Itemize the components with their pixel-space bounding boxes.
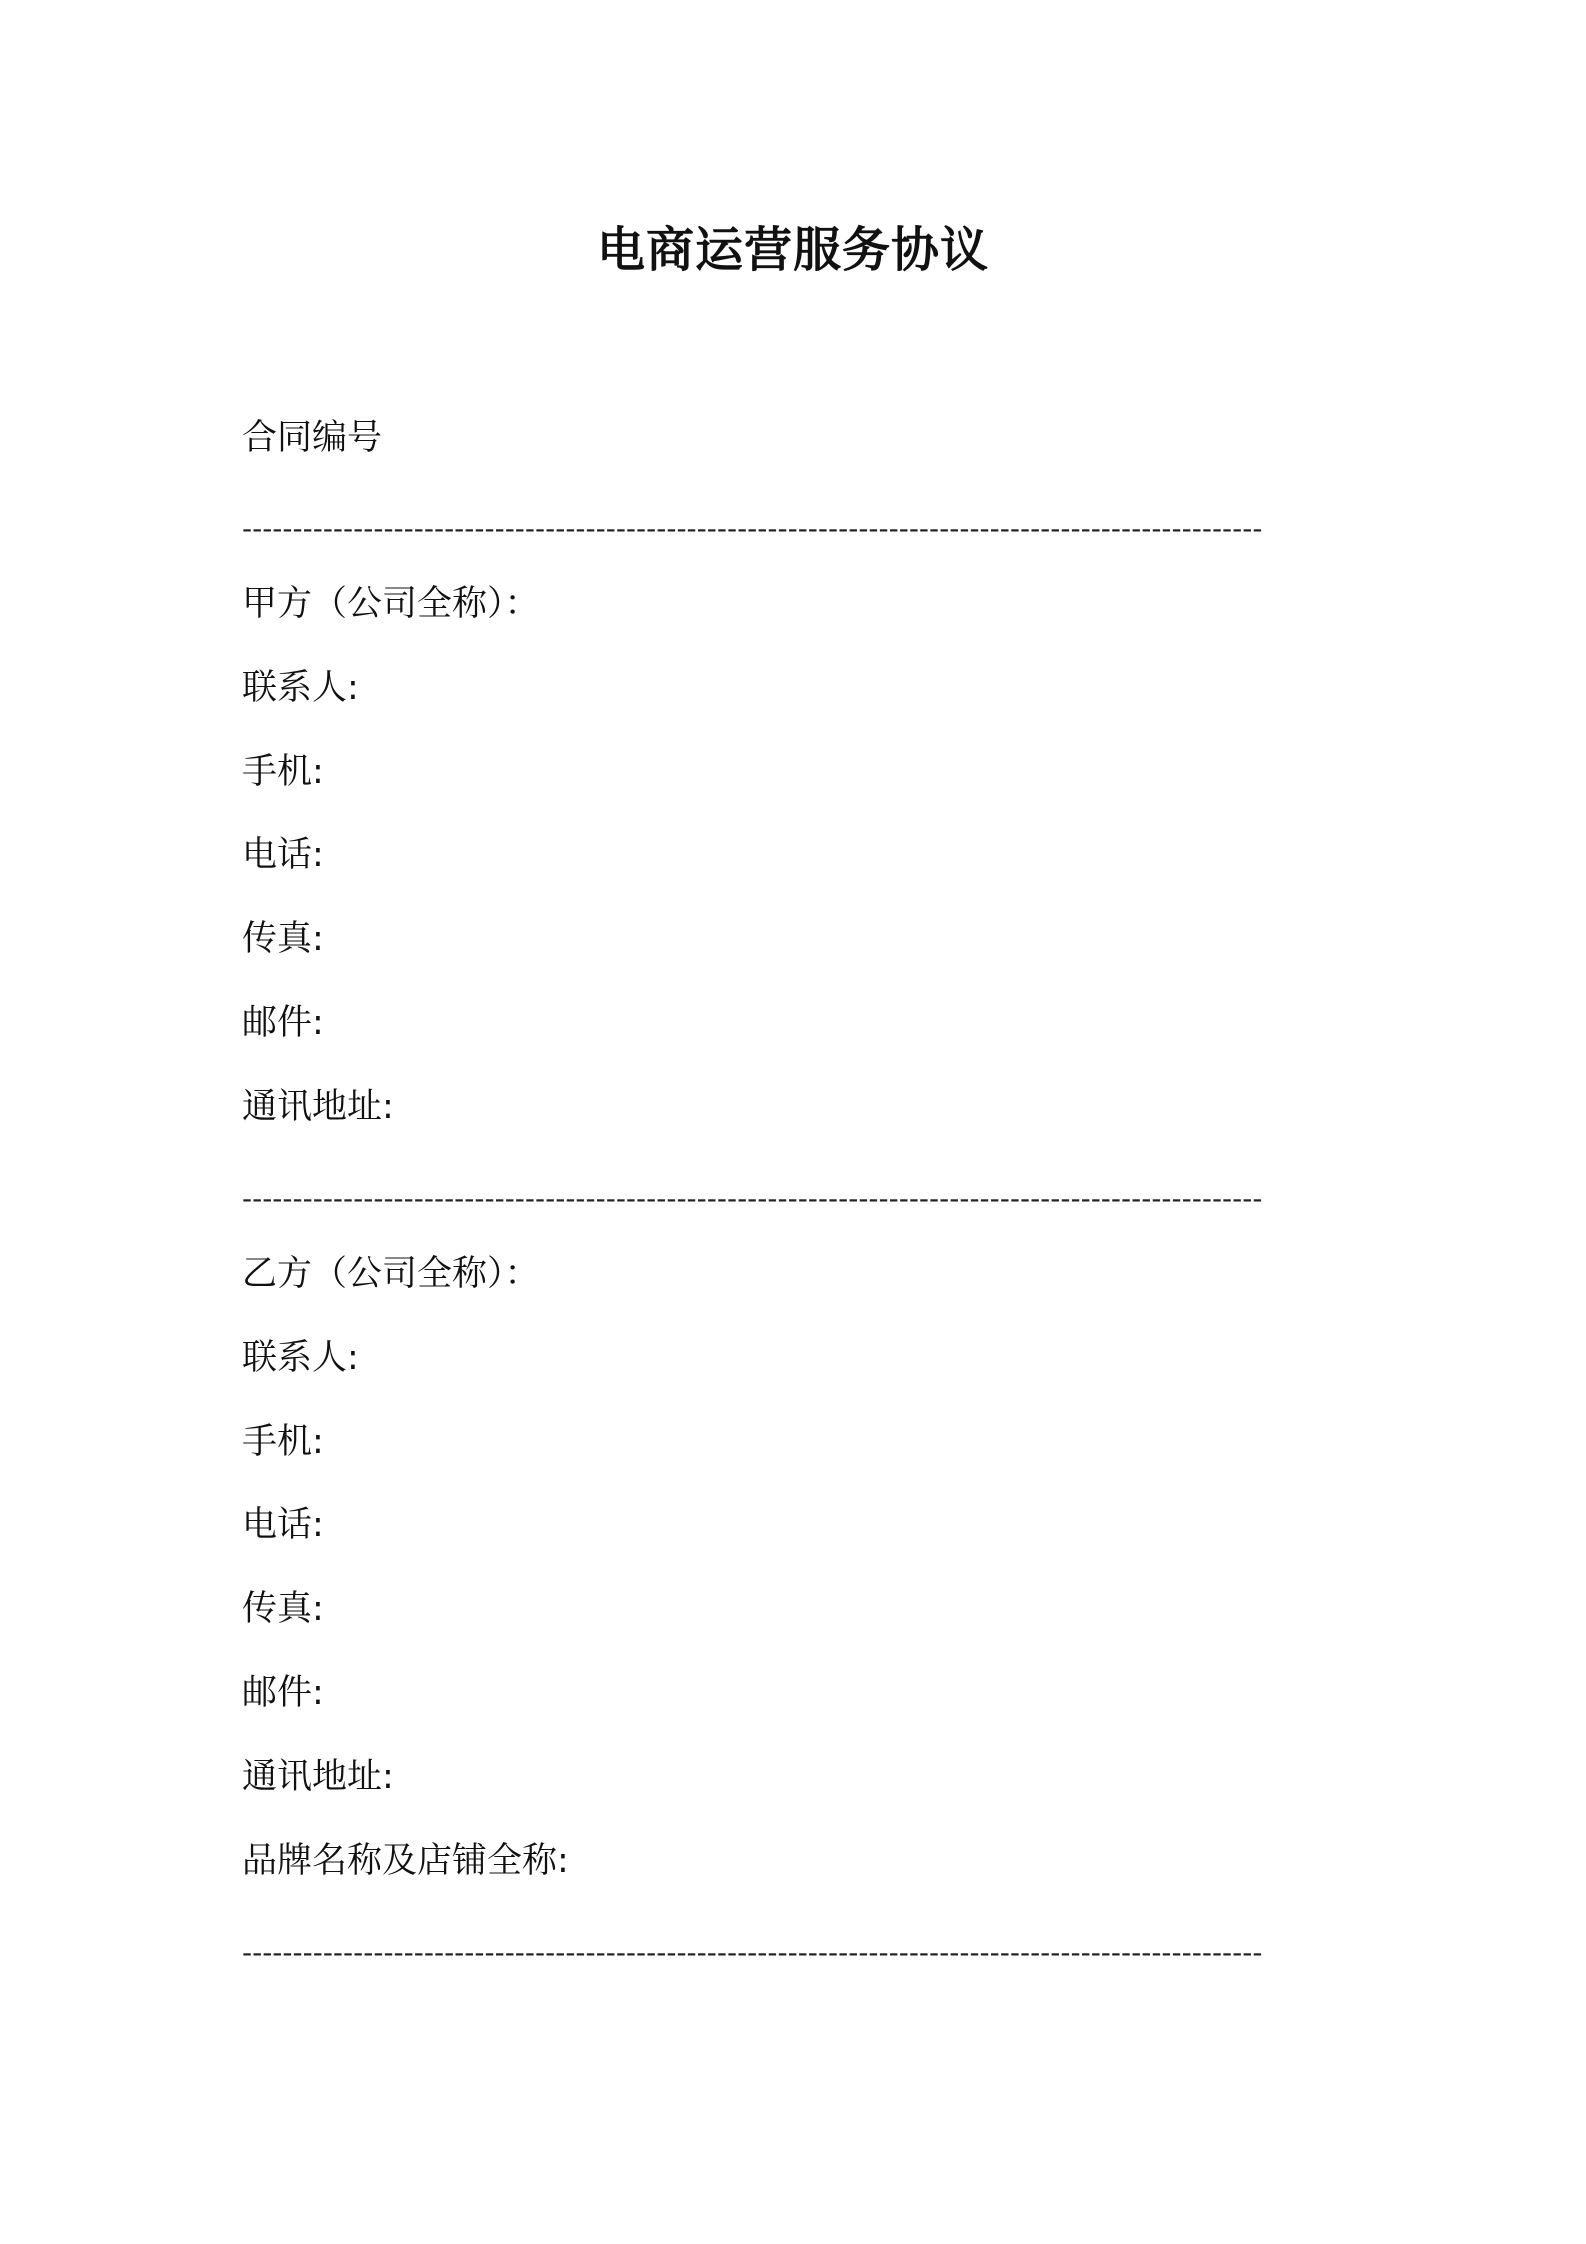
party-b-fax-label: 传真: (242, 1589, 324, 1629)
contract-number-label: 合同编号 (242, 418, 383, 458)
divider: ----------------------------------------------------------------------------------------------------- (242, 1938, 1263, 1968)
divider: ----------------------------------------------------------------------------------------------------- (242, 1184, 1263, 1214)
party-b-contact-label: 联系人: (242, 1338, 359, 1378)
page-title: 电商运营服务协议 (596, 222, 989, 278)
party-b-name-label: 乙方（公司全称）： (242, 1254, 540, 1294)
party-b-email-label: 邮件: (242, 1673, 324, 1713)
party-a-mobile-label: 手机: (242, 752, 324, 792)
party-a-email-label: 邮件: (242, 1003, 324, 1043)
party-b-phone-label: 电话: (242, 1505, 324, 1545)
party-a-phone-label: 电话: (242, 835, 324, 875)
party-a-address-label: 通讯地址: (242, 1087, 394, 1127)
party-b-address-label: 通讯地址: (242, 1757, 394, 1797)
party-a-contact-label: 联系人: (242, 668, 359, 708)
party-b-mobile-label: 手机: (242, 1422, 324, 1462)
party-a-fax-label: 传真: (242, 919, 324, 959)
party-b-brand-label: 品牌名称及店铺全称: (242, 1841, 569, 1881)
party-a-name-label: 甲方（公司全称）： (242, 584, 540, 624)
divider: ----------------------------------------------------------------------------------------------------- (242, 514, 1263, 544)
